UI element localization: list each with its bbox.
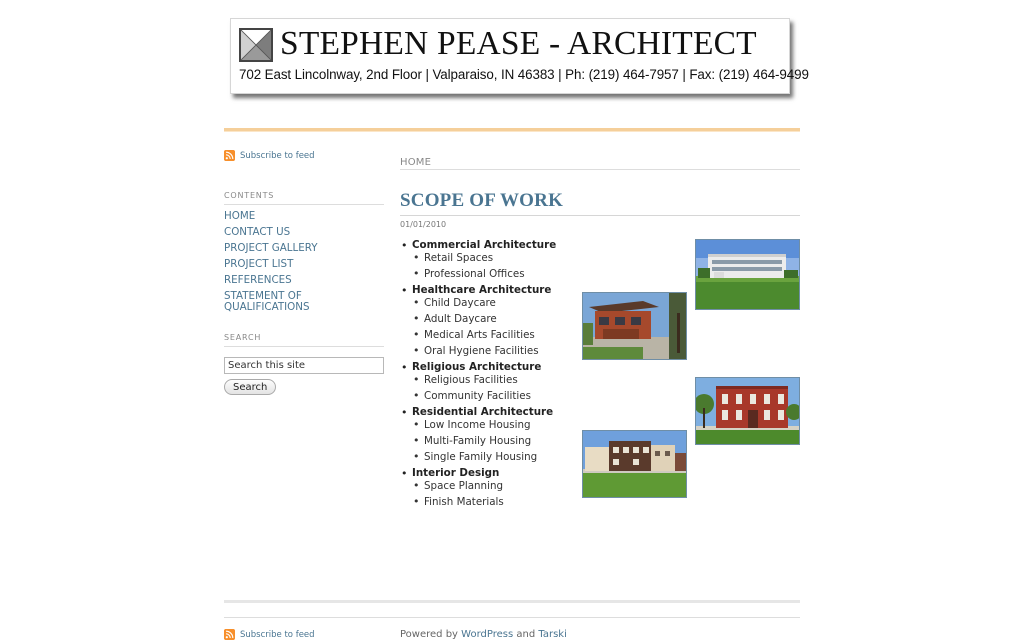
list-item: • Medical Arts Facilities: [412, 330, 580, 341]
site-header-banner[interactable]: [230, 18, 809, 94]
contents-nav: [224, 211, 384, 313]
religious-building-photo[interactable]: [695, 377, 800, 445]
category-label: • Healthcare Architecture: [412, 284, 552, 296]
powered-by-and: and: [516, 629, 536, 640]
commercial-building-photo[interactable]: [695, 239, 800, 310]
post-date: 01/01/2010: [400, 220, 447, 229]
nav-contact-us[interactable]: CONTACT US: [224, 226, 291, 238]
search-heading: SEARCH: [224, 333, 384, 347]
rss-icon: [224, 150, 235, 161]
powered-by-prefix: Powered by: [400, 629, 458, 640]
wordpress-link[interactable]: WordPress: [461, 629, 514, 640]
category-residential: [400, 407, 580, 463]
sidebar: [224, 150, 384, 395]
list-item: • Oral Hygiene Facilities: [412, 346, 580, 357]
header-divider-shadow: [224, 131, 800, 132]
list-item: • Low Income Housing: [412, 420, 580, 431]
nav-references[interactable]: REFERENCES: [224, 274, 292, 286]
search-button[interactable]: Search: [224, 379, 276, 395]
footer-subscribe-label: Subscribe to feed: [240, 629, 315, 640]
nav-statement-of-qualifications[interactable]: STATEMENT OF QUALIFICATIONS: [224, 290, 310, 313]
rss-icon: [224, 629, 235, 640]
breadcrumb: [400, 150, 800, 170]
tarski-link[interactable]: Tarski: [538, 629, 567, 640]
contents-heading: CONTENTS: [224, 191, 384, 205]
footer-divider-thin: [224, 617, 800, 618]
scope-list: [400, 240, 580, 513]
category-label: • Interior Design: [412, 467, 500, 479]
nav-home[interactable]: HOME: [224, 210, 256, 222]
list-item: • Community Facilities: [412, 391, 580, 402]
list-item: • Finish Materials: [412, 497, 580, 508]
powered-by: [400, 629, 567, 640]
list-item: • Multi-Family Housing: [412, 436, 580, 447]
logo-icon: [239, 28, 273, 62]
search-input[interactable]: [224, 357, 384, 374]
residential-building-photo[interactable]: [582, 430, 687, 498]
category-label: • Residential Architecture: [412, 406, 554, 418]
category-commercial: [400, 240, 580, 280]
category-interior: [400, 468, 580, 508]
category-label: • Commercial Architecture: [412, 239, 557, 251]
subscribe-feed-link[interactable]: [224, 150, 384, 161]
nav-project-gallery[interactable]: PROJECT GALLERY: [224, 242, 318, 254]
page-title: SCOPE OF WORK: [400, 190, 800, 216]
subscribe-feed-label: Subscribe to feed: [240, 150, 315, 161]
list-item: • Child Daycare: [412, 298, 580, 309]
site-address: 702 East Lincolnway, 2nd Floor | Valparaiso, IN 46383 | Ph: (219) 464-7957 | Fax: (219) 464-9499: [239, 67, 809, 82]
list-item: • Space Planning: [412, 481, 580, 492]
category-healthcare: [400, 285, 580, 357]
footer-subscribe-feed-link[interactable]: [224, 629, 315, 640]
category-label: • Religious Architecture: [412, 361, 542, 373]
healthcare-building-photo[interactable]: [582, 292, 687, 360]
list-item: • Retail Spaces: [412, 253, 580, 264]
list-item: • Professional Offices: [412, 269, 580, 280]
footer-divider: [224, 600, 800, 603]
list-item: • Adult Daycare: [412, 314, 580, 325]
site-title: STEPHEN PEASE - ARCHITECT: [280, 25, 757, 62]
nav-project-list[interactable]: PROJECT LIST: [224, 258, 294, 270]
list-item: • Single Family Housing: [412, 452, 580, 463]
list-item: • Religious Facilities: [412, 375, 580, 386]
category-religious: [400, 362, 580, 402]
breadcrumb-home[interactable]: HOME: [400, 157, 432, 168]
footer-feed: [224, 629, 315, 640]
